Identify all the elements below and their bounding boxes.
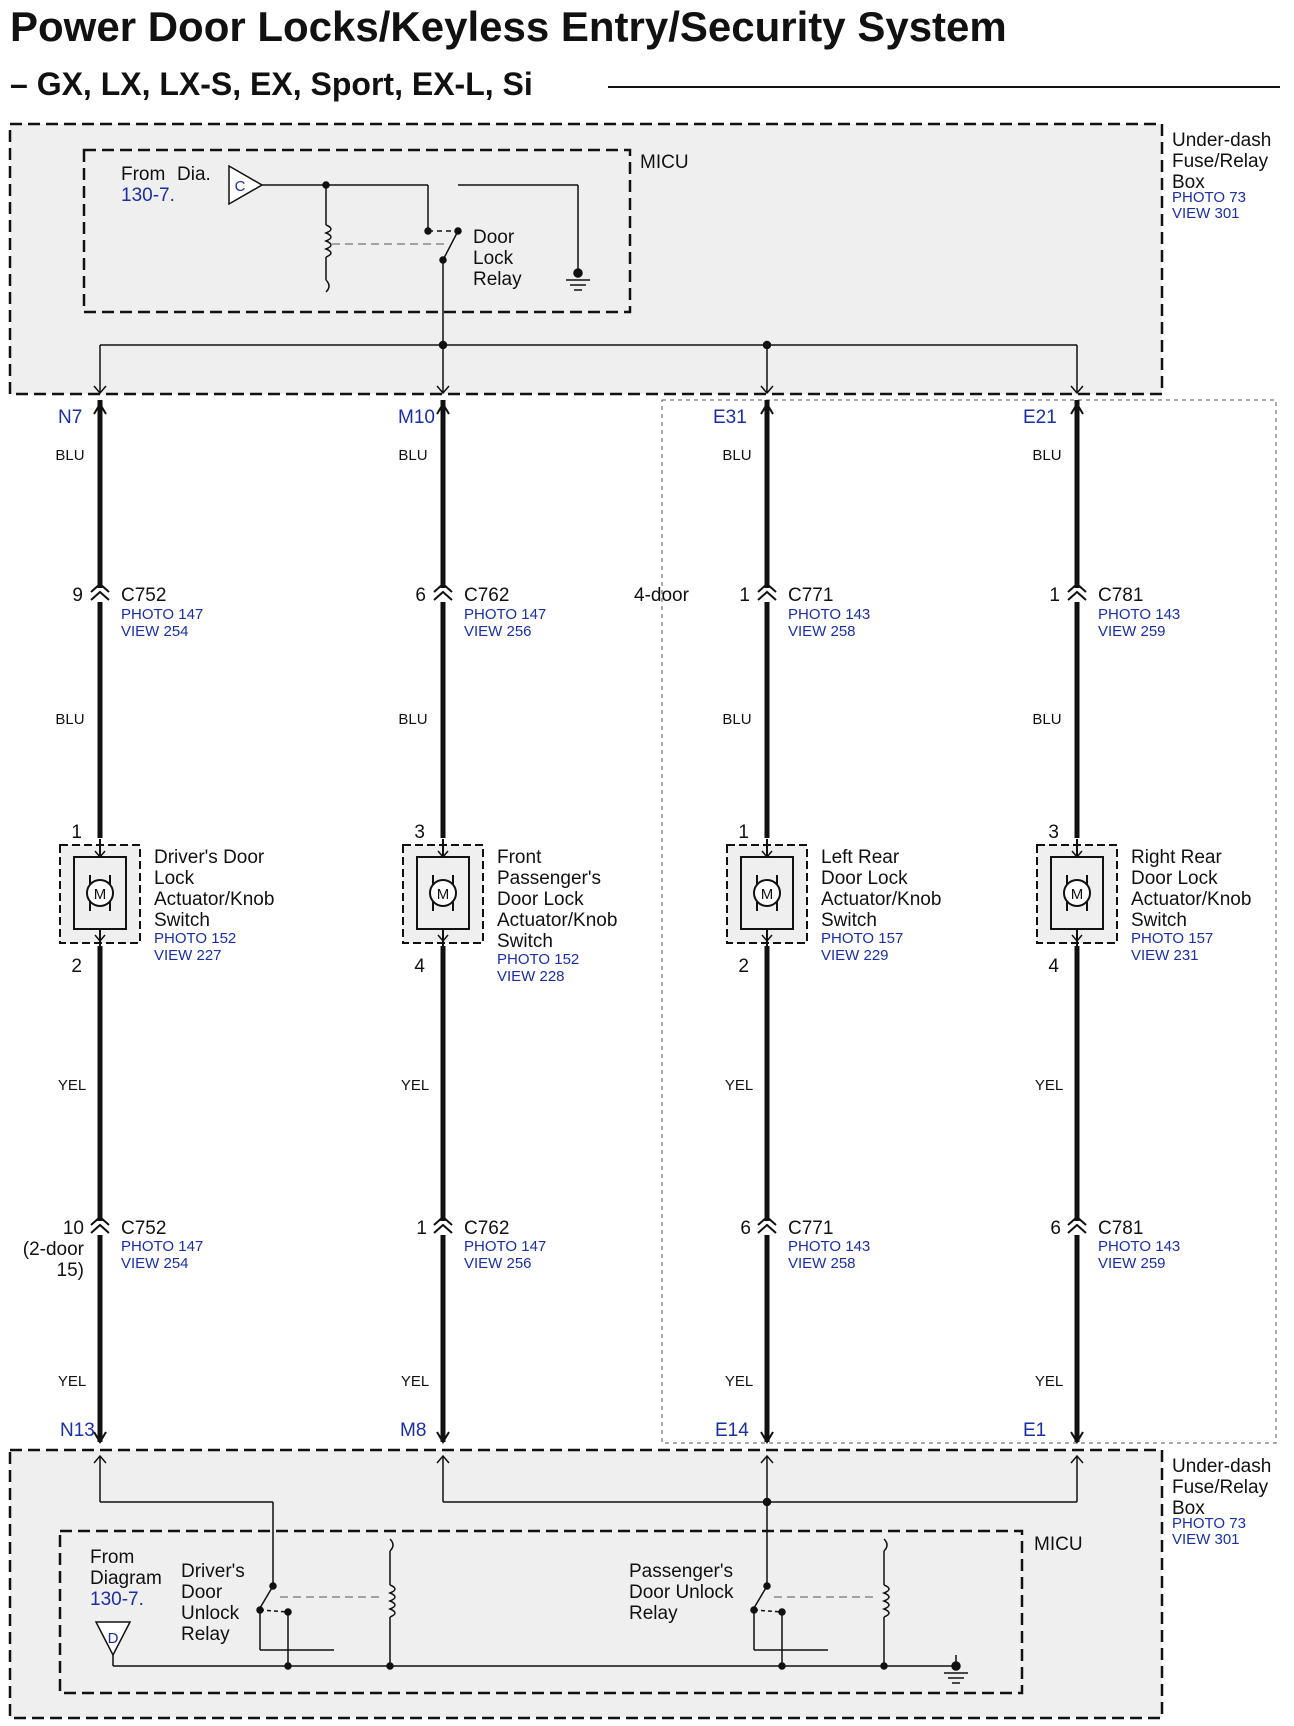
bottom-box-name: Box [1172,1498,1205,1519]
motor-symbol: M [93,886,107,903]
wire-color-label: BLU [1032,711,1062,728]
top-box-name: Fuse/Relay [1172,151,1269,172]
actuator-pin-in: 1 [71,822,82,843]
actuator-name: Front [497,847,542,868]
wire-color-label: BLU [398,447,428,464]
connector-pin: 10 [62,1218,84,1239]
actuator-pin-out: 2 [71,956,82,977]
wire-color-label: YEL [57,1373,87,1390]
connector-photo: PHOTO 143 [1098,606,1181,623]
actuator-photo: PHOTO 157 [821,930,904,947]
connector-view: VIEW 259 [1098,1255,1166,1272]
bottom-terminal-label: M8 [400,1420,427,1441]
connector-photo: PHOTO 147 [121,1238,204,1255]
connector-name: C752 [121,1218,167,1239]
top-terminal-label: N7 [58,407,83,428]
bottom-box-name: Under-dash [1172,1456,1272,1477]
wire-color-label: BLU [722,447,752,464]
driver-unlock-relay-label: Door [181,1582,223,1603]
wire-color-label: YEL [1034,1373,1064,1390]
connector-name: C771 [788,1218,834,1239]
connector-view: VIEW 254 [121,1255,189,1272]
actuator-view: VIEW 227 [154,947,222,964]
actuator-photo: PHOTO 152 [154,930,237,947]
actuator-pin-out: 4 [414,956,425,977]
bottom-terminal-label: E14 [715,1420,749,1441]
actuator-view: VIEW 231 [1131,947,1199,964]
wire-color-label: YEL [724,1077,754,1094]
connector-chevron-icon [91,592,109,600]
actuator-name: Switch [497,931,553,952]
top-terminal-label: E21 [1023,407,1057,428]
actuator-photo: PHOTO 152 [497,951,580,968]
actuator-photo: PHOTO 157 [1131,930,1214,947]
wire-color-label: YEL [724,1373,754,1390]
connector-name: C762 [464,1218,510,1239]
connector-name: C771 [788,585,834,606]
connector-chevron-icon [434,1225,452,1233]
connector-chevron-icon [434,592,452,600]
connector-pin: 1 [416,1218,427,1239]
actuator-view: VIEW 229 [821,947,889,964]
door-lock-relay-label: Door [473,227,515,248]
driver-unlock-relay-label: Unlock [181,1603,240,1624]
top-from-ref: 130-7. [121,185,175,206]
connector-view: VIEW 254 [121,623,189,640]
actuator-name: Door Lock [821,868,908,889]
micu-top-label: MICU [640,152,689,173]
connector-name: C762 [464,585,510,606]
connector-chevron-icon [758,1225,776,1233]
actuator-pin-out: 4 [1048,956,1059,977]
connector-pin-note: 15) [56,1260,84,1281]
connector-photo: PHOTO 147 [464,606,547,623]
wire-color-label: BLU [1032,447,1062,464]
wire-color-label: BLU [722,711,752,728]
bottom-connector-letter: D [107,1630,119,1647]
circuit-3 [724,400,807,1442]
connector-pin: 6 [740,1218,751,1239]
actuator-name: Door Lock [497,889,584,910]
top-terminal-label: M10 [398,407,435,428]
connector-name: C781 [1098,1218,1144,1239]
bottom-from-label: Diagram [90,1568,162,1589]
wire-color-label: BLU [398,711,428,728]
connector-chevron-icon [1068,1225,1086,1233]
top-micu-box [84,150,630,312]
motor-symbol: M [1070,886,1084,903]
micu-bottom-label: MICU [1034,1534,1083,1555]
connector-chevron-icon [91,1225,109,1233]
connector-pin: 1 [1049,585,1060,606]
actuator-name: Actuator/Knob [1131,889,1252,910]
connector-pin: 6 [1050,1218,1061,1239]
bottom-terminal-label: N13 [60,1420,95,1441]
actuator-pin-out: 2 [738,956,749,977]
wire-color-label: BLU [55,711,85,728]
actuator-view: VIEW 228 [497,968,565,985]
connector-pin-note: (2-door [22,1239,84,1260]
driver-unlock-relay-label: Relay [181,1624,230,1645]
diagram-title: Power Door Locks/Keyless Entry/Security System [10,3,1007,50]
connector-pin: 1 [739,585,750,606]
circuit-2 [400,400,483,1442]
connector-chevron-icon [1068,592,1086,600]
connector-name: C781 [1098,585,1144,606]
connector-view: VIEW 256 [464,623,532,640]
connector-photo: PHOTO 143 [788,606,871,623]
actuator-name: Right Rear [1131,847,1222,868]
connector-pin: 6 [415,585,426,606]
actuator-pin-in: 1 [738,822,749,843]
actuator-pin-in: 3 [414,822,425,843]
wire-color-label: YEL [57,1077,87,1094]
connector-photo: PHOTO 147 [464,1238,547,1255]
diagram-subtitle: – GX, LX, LX-S, EX, Sport, EX-L, Si [10,62,547,106]
motor-symbol: M [436,886,450,903]
top-box-photo: PHOTO 73 [1172,189,1246,206]
passenger-unlock-relay-label: Door Unlock [629,1582,734,1603]
passenger-unlock-relay-label: Relay [629,1603,678,1624]
connector-photo: PHOTO 143 [788,1238,871,1255]
top-box-name: Under-dash [1172,130,1272,151]
actuator-name: Switch [1131,910,1187,931]
connector-view: VIEW 256 [464,1255,532,1272]
driver-unlock-relay-label: Driver's [181,1561,245,1582]
wire-color-label: YEL [400,1373,430,1390]
top-box-name: Box [1172,172,1205,193]
wire-color-label: BLU [55,447,85,464]
actuator-name: Left Rear [821,847,900,868]
bottom-box-photo: PHOTO 73 [1172,1515,1246,1532]
wire-color-label: YEL [1034,1077,1064,1094]
connector-name: C752 [121,585,167,606]
top-from-label: Dia. [177,164,211,185]
four-door-label: 4-door [634,585,689,606]
top-box-view: VIEW 301 [1172,205,1240,222]
connector-pin: 9 [72,585,83,606]
actuator-name: Actuator/Knob [821,889,942,910]
actuator-name: Switch [821,910,877,931]
door-lock-relay-label: Lock [473,248,514,269]
connector-photo: PHOTO 143 [1098,1238,1181,1255]
connector-view: VIEW 258 [788,1255,856,1272]
door-lock-relay-label: Relay [473,269,522,290]
bottom-terminal-label: E1 [1023,1420,1047,1441]
actuator-pin-in: 3 [1048,822,1059,843]
wire-color-label: YEL [400,1077,430,1094]
bottom-from-label: From [90,1547,135,1568]
circuit-1 [57,400,140,1442]
bottom-box-name: Fuse/Relay [1172,1477,1269,1498]
connector-view: VIEW 259 [1098,623,1166,640]
motor-symbol: M [760,886,774,903]
actuator-name: Driver's Door [154,847,265,868]
actuator-name: Door Lock [1131,868,1218,889]
passenger-unlock-relay-label: Passenger's [629,1561,733,1582]
bottom-box-view: VIEW 301 [1172,1531,1240,1548]
bottom-from-ref: 130-7. [90,1589,144,1610]
actuator-name: Actuator/Knob [497,910,618,931]
top-from-label: From [121,164,166,185]
actuator-name: Actuator/Knob [154,889,275,910]
connector-chevron-icon [758,592,776,600]
top-terminal-label: E31 [713,407,747,428]
actuator-name: Passenger's [497,868,601,889]
connector-photo: PHOTO 147 [121,606,204,623]
actuator-name: Lock [154,868,195,889]
actuator-name: Switch [154,910,210,931]
connector-view: VIEW 258 [788,623,856,640]
top-connector-letter: C [234,178,246,195]
